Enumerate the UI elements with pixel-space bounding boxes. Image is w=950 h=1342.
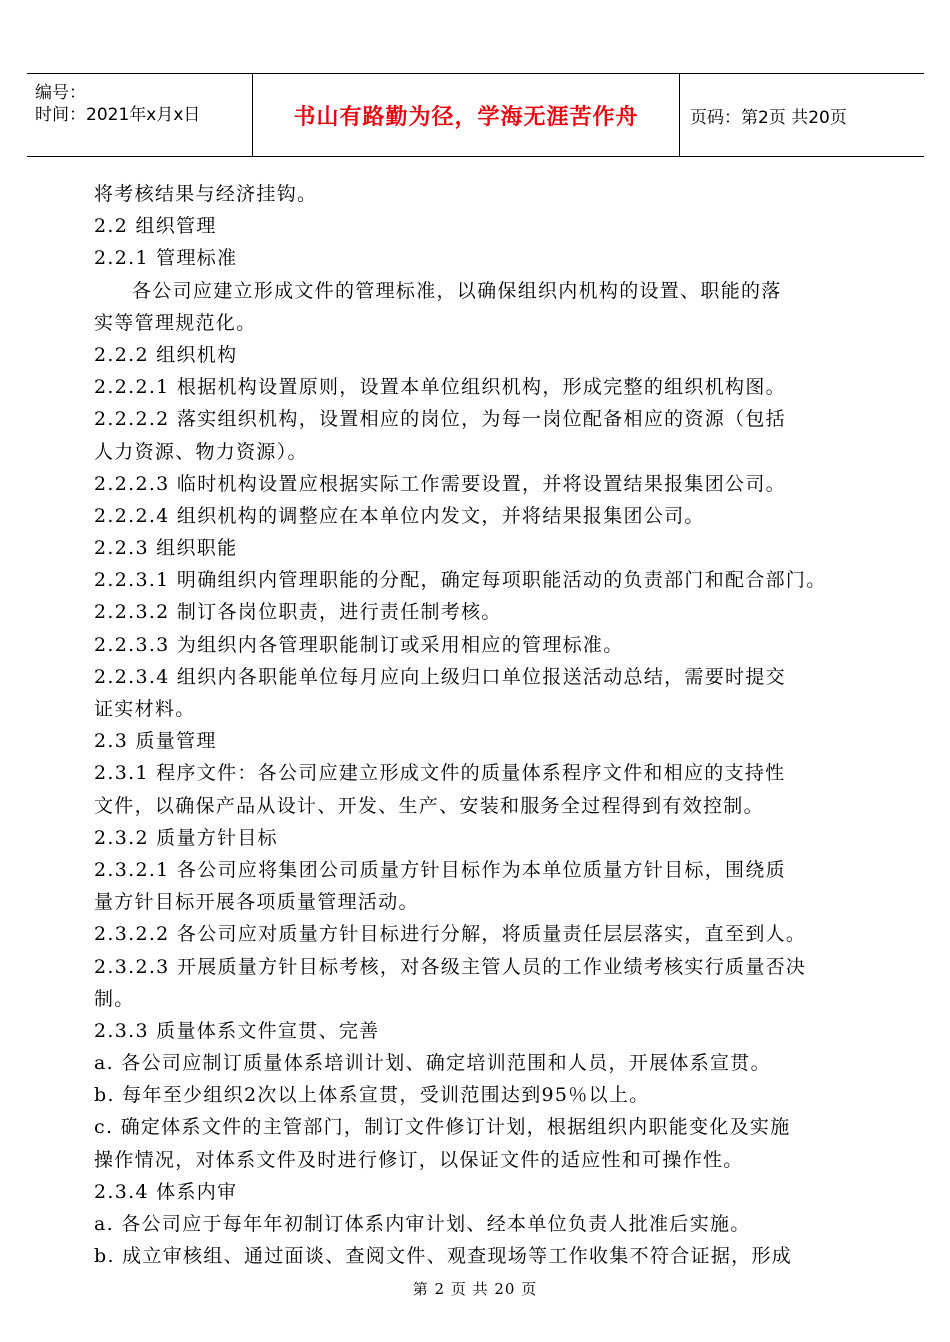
paragraph-line: 2.2.3.4 组织内各职能单位每月应向上级归口单位报送活动总结，需要时提交 xyxy=(94,665,786,688)
paragraph-line: 2.3.4 体系内审 xyxy=(94,1180,238,1203)
paragraph-line: 2.2.2.1 根据机构设置原则，设置本单位组织机构，形成完整的组织机构图。 xyxy=(94,376,786,399)
paragraph-line: 文件，以确保产品从设计、开发、生产、安装和服务全过程得到有效控制。 xyxy=(94,794,764,817)
paragraph-line: 2.2.2.2 落实组织机构，设置相应的岗位，为每一岗位配备相应的资源（包括 xyxy=(94,408,786,431)
header-meta xyxy=(27,74,253,156)
paragraph-line: 各公司应建立形成文件的管理标准，以确保组织内机构的设置、职能的落 xyxy=(132,279,782,302)
document-date: 时间：2021年x月x日 xyxy=(35,105,201,125)
paragraph-line: 2.2.3.2 制订各岗位职责，进行责任制考核。 xyxy=(94,601,502,624)
paragraph-line: c. 确定体系文件的主管部门，制订文件修订计划，根据组织内职能变化及实施 xyxy=(94,1116,791,1139)
paragraph-line: b. 成立审核组、通过面谈、查阅文件、观查现场等工作收集不符合证据，形成 xyxy=(94,1245,793,1268)
paragraph-line: 量方针目标开展各项质量管理活动。 xyxy=(94,891,419,914)
paragraph-line: 2.3 质量管理 xyxy=(94,730,217,753)
header-page-info xyxy=(680,74,924,156)
document-number-label: 编号： xyxy=(35,83,86,103)
paragraph-line: 2.3.3 质量体系文件宣贯、完善 xyxy=(94,1019,380,1042)
paragraph-line: a. 各公司应于每年年初制订体系内审计划、经本单位负责人批准后实施。 xyxy=(94,1213,751,1235)
document-body xyxy=(94,178,864,1272)
motto-text: 书山有路勤为径，学海无涯苦作舟 xyxy=(293,104,639,130)
paragraph-line: a. 各公司应制订质量体系培训计划、确定培训范围和人员，开展体系宣贯。 xyxy=(94,1052,771,1075)
paragraph-line: 2.2.2.3 临时机构设置应根据实际工作需要设置，并将设置结果报集团公司。 xyxy=(94,472,786,495)
paragraph-line: 2.2.1 管理标准 xyxy=(94,247,238,270)
paragraph-line: 制。 xyxy=(94,987,135,1010)
paragraph-line: 2.2 组织管理 xyxy=(94,215,217,238)
paragraph-line: 实等管理规范化。 xyxy=(94,311,257,334)
paragraph-line: 2.3.2.3 开展质量方针目标考核，对各级主管人员的工作业绩考核实行质量否决 xyxy=(94,955,807,978)
paragraph-line: 将考核结果与经济挂钩。 xyxy=(94,183,318,205)
paragraph-line: 操作情况，对体系文件及时进行修订，以保证文件的适应性和可操作性。 xyxy=(94,1148,744,1171)
paragraph-line: 2.2.3.3 为组织内各管理职能制订或采用相应的管理标准。 xyxy=(94,633,624,656)
paragraph-line: 2.3.2 质量方针目标 xyxy=(94,826,278,849)
page-info-text: 页码：第2页 共20页 xyxy=(690,107,847,128)
paragraph-line: 2.2.3 组织职能 xyxy=(94,537,238,560)
paragraph-line: 2.2.2.4 组织机构的调整应在本单位内发文，并将结果报集团公司。 xyxy=(94,504,705,527)
paragraph-line: 2.2.2 组织机构 xyxy=(94,343,238,366)
paragraph-line: 2.2.3.1 明确组织内管理职能的分配，确定每项职能活动的负责部门和配合部门。 xyxy=(94,569,827,592)
paragraph-line: 2.3.2.2 各公司应对质量方针目标进行分解，将质量责任层层落实，直至到人。 xyxy=(94,923,807,946)
paragraph-line: 2.3.2.1 各公司应将集团公司质量方针目标作为本单位质量方针目标，围绕质 xyxy=(94,858,786,881)
page-footer: 第 2 页 共 20 页 xyxy=(412,1280,538,1298)
paragraph-line: 2.3.1 程序文件：各公司应建立形成文件的质量体系程序文件和相应的支持性 xyxy=(94,762,786,785)
page-header xyxy=(27,73,924,157)
paragraph-line: 证实材料。 xyxy=(94,698,196,720)
header-motto xyxy=(253,74,680,156)
paragraph-line: b. 每年至少组织2次以上体系宣贯，受训范围达到95％以上。 xyxy=(94,1084,650,1107)
paragraph-line: 人力资源、物力资源）。 xyxy=(94,440,308,463)
